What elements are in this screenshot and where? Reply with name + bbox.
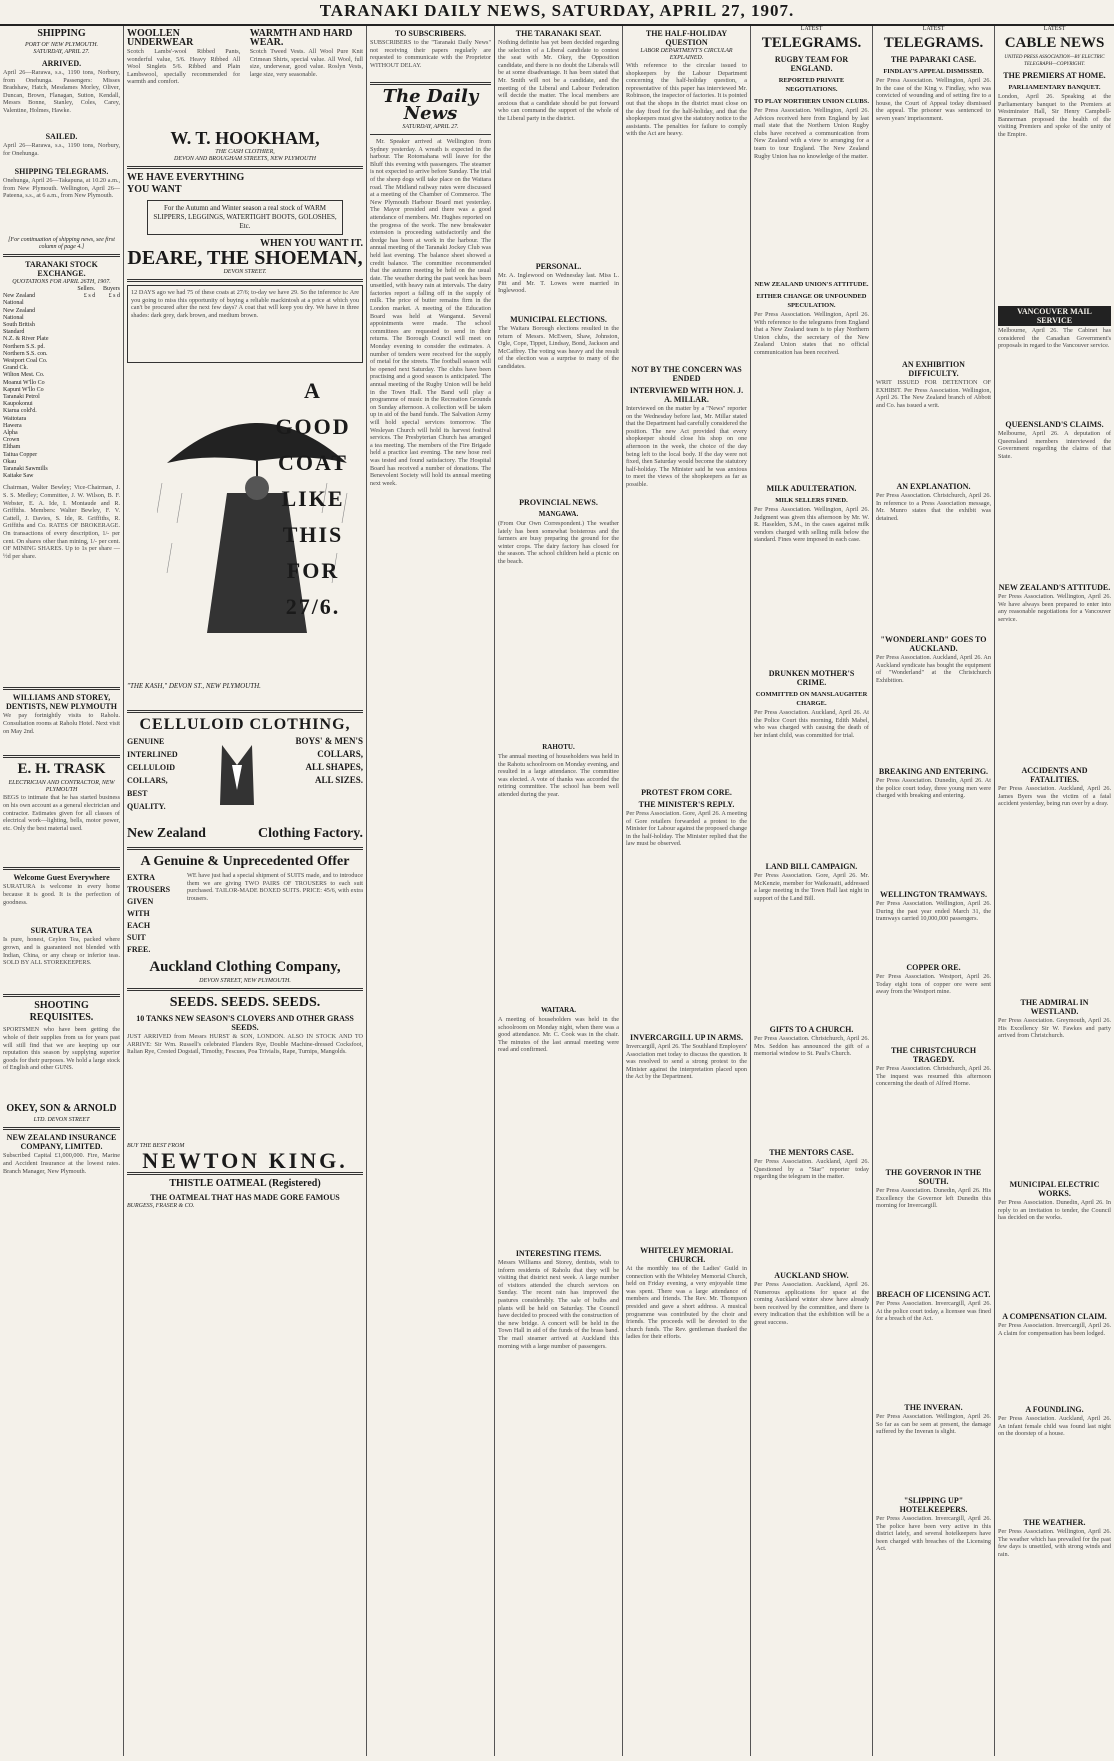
column-2 [124,26,367,1756]
trask-ad-title: E. H. TRASK [17,761,106,778]
table-row: National [3,300,24,307]
burgess-label: BURGESS, FRASER & CO. [127,1203,195,1209]
table-row: Kiarua cold'd. [3,408,37,415]
table-row: N.Z. & River Plate [3,336,49,343]
weather-heading: THE WEATHER. [1023,1518,1086,1527]
protest-heading: PROTEST FROM CORE. [641,788,732,797]
banquet-heading: PARLIAMENTARY BANQUET. [1008,84,1101,91]
rahotu-heading: RAHOTU. [542,743,575,751]
dentists-ad: WILLIAMS AND STOREY, DENTISTS, NEW PLYMOUTH [6,693,117,712]
interview-heading: INTERVIEWED WITH HON. J. A. MILLAR. [629,386,744,404]
filler: Per Press Association. Dunedin, April 26. His Excellency the Governor left Dunedin this morning for Invercargill. [876,1187,991,1210]
hookham-title: W. T. HOOKHAM, [170,128,320,148]
table-row: Wilton Mest. Co. [3,372,45,379]
table-row: Alpha [3,430,18,437]
filler: 12 DAYS ago we had 75 of these coats at 27/6; to-day we have 29. So the inference is: Are you going to miss this opportunity of buying a reliable mackintosh at a price at which you can't be procured after the next few days? A coat that will keep you dry. We have in three shades: dark grey, dark brown, and medium brown. [127,285,363,363]
sailed-heading: SAILED. [45,132,78,141]
filler: SUBSCRIBERS to the "Taranaki Daily News" not receiving their papers regularly are requested to communicate with the Proprietor WITHOUT DELAY. [370,39,491,69]
compensation-heading: A COMPENSATION CLAIM. [1002,1312,1107,1321]
tramways-heading: WELLINGTON TRAMWAYS. [880,890,987,899]
kash-address: "THE KASH," DEVON ST., NEW PLYMOUTH. [127,682,261,690]
governor-heading: THE GOVERNOR IN THE SOUTH. [885,1168,982,1186]
filler: Per Press Association. Invercargill, April 26. A claim for compensation has been lodged. [998,1322,1111,1337]
collar-icon [212,735,262,815]
collar-list: BOYS' & MEN'S COLLARS, ALL SHAPES, ALL SIZES. [295,736,363,785]
quotations-heading: QUOTATIONS FOR APRIL 26TH, 1907. [12,279,111,285]
filler: JUST ARRIVED from Messrs HURST & SON, LONDON. ALSO IN STOCK AND TO ARRIVE: Sir Wm. Russell's celebrated Flanders Rye, Double Machine-dressed Cocksfoot, Italian Rye, Crested Dogstail, Timothy, Fescues, Poa Trivialis, Rape, Turnips, Mangolds. [127,1033,363,1056]
filler: The annual meeting of householders was held in the Rahotu schoolroom on Monday evening, and resulted in a large attendance. The committee was elected. A vote of thanks was accorded the retiring committee. The school has been well attended during the year. [498,753,619,798]
filler: Per Press Association. Wellington, April 26. During the past year ended March 31, the tramways carried 10,000,000 passengers. [876,900,991,923]
rugby-heading: RUGBY TEAM FOR ENGLAND. [774,55,849,73]
filler: Per Press Association. Wellington, April 26. So far as can be seen at present, the damage suffered by the Inveran is slight. [876,1413,991,1436]
premiers-heading: THE PREMIERS AT HOME. [1003,71,1106,80]
filler: Is pure, honest, Ceylon Tea, packed where grown, and is guaranteed not blended with Indian, China, or any cheap or inferior teas. SOLD BY ALL STOREKEEPERS. [3,936,120,967]
milk-fined-heading: MILK SELLERS FINED. [775,497,848,504]
table-row: Westport Coal Co. [3,358,48,365]
table-row: Taranaki Sawmills [3,466,48,473]
explanation-heading: AN EXPLANATION. [896,482,971,491]
filler: Scotch Lambs'-wool Ribbed Pants, wonderful value, 5/6. Heavy Ribbed All Wool Singlets 5/6. Ribbed and Plain Lambswool, specially recommended for warmth and comfort. [127,48,241,86]
column-3 [367,26,495,1756]
filler: Onehunga, April 26—Takapuna, at 10.20 a.m., from New Plymouth. Wellington, April 26—Pateena, s.s., at 6 a.m., from New Plymouth. [3,177,120,200]
tragedy-heading: THE CHRISTCHURCH TRAGEDY. [890,1046,977,1064]
half-holiday-heading: THE HALF-HOLIDAY QUESTION [645,29,728,47]
filler: Nothing definite has yet been decided regarding the selection of a Liberal candidate to contest the seat with Mr. Okey, the Opposition candidate, and there is no doubt the Liberals will be at some disadvantage. It has been stated that Mr. Smith will not be a candidate, and the meeting of the Liberal and Labour Federation will decide the matter. The local members are anxious that a candidate should be put forward who can command the support of the whole of the Liberal party in the district. [498,39,619,122]
filler: At the monthly tea of the Ladies' Guild in connection with the Whiteley Memorial Church, held on Friday evening, a very enjoyable time was spent. There was a large attendance of members and friends. The Rev. Mr. Thompson presided and gave a short address. A musical programme was contributed by the choir and friends. The proceeds will be devoted to the church funds. The Rev. gentleman thanked the ladies for their efforts. [626,1265,747,1341]
filler: Per Press Association. Dunedin, April 26. At the police court today, three young men were charged with breaking and entering. [876,777,991,800]
column-8 [995,26,1114,1756]
deare-title: DEARE, THE SHOEMAN, [127,247,363,269]
welcome-ad: Welcome Guest Everywhere [13,873,110,883]
masthead: TARANAKI DAILY NEWS, SATURDAY, APRIL 27, 1907. [0,0,1114,26]
filler: Melbourne, April 26. The Cabinet has considered the Canadian Government's proposals in regard to the Vancouver service. [998,327,1111,350]
milk-heading: MILK ADULTERATION. [766,484,857,493]
shooting-ad: SHOOTING REQUISITES. [29,1000,94,1024]
whiteley-heading: WHITELEY MEMORIAL CHURCH. [640,1246,733,1264]
filler: Per Press Association. Wellington, April 26. Advices received here from England by last mail state that the Northern Union Rugby clubs have received a communication from New Zealand with a view to arranging for a team to tour England. The New Zealand Rugby Union has no knowledge of the matter. [754,107,869,160]
filler: SPORTSMEN who have been getting the whole of their supplies from us for years past will still find that we are keeping up our reputation this season by supplying superior goods for their purposes. We hold a large stock of English and other GUNS. [3,1026,120,1072]
latest-label: LATEST [800,26,823,32]
filler: Mr. A. Inglewood on Wednesday last. Miss L. Pitt and Mr. T. Lowes were married in Inglewood. [498,272,619,295]
port-heading: PORT OF NEW PLYMOUTH. [24,42,99,48]
filler: Chairman, Walter Bewley; Vice-Chairman, J. S. S. Medley; Committee, J. W. Wilson, B. F. Webster, E. A. Ide, I. Montaude and R. Griffiths. Members: Walter Bewley, F. V. Cattell, J. Davies, S. Ide, R. Griffiths, R. Griffiths and Co. RATES OF BROKERAGE. On transactions of every description, 1/- per cent. On shares other than mining, 1/- per cent. OF MINING SHARES. Up to 1s per share — ½d per share. [3,484,120,560]
filler: Per Press Association. Greymouth, April 26. His Excellency Sir W. Fawkes and party arrived from Christchurch. [998,1017,1111,1040]
auckland-clothing-sub: DEVON STREET, NEW PLYMOUTH. [199,978,291,984]
insurance-ad: NEW ZEALAND INSURANCE COMPANY, LIMITED. [6,1133,117,1152]
filler: Per Press Association. Westport, April 26. Today eight tons of copper ore were sent away from the Westport mine. [876,973,991,996]
shipping-date: SATURDAY, APRIL 27. [33,49,90,55]
paper-date: SATURDAY, APRIL 27. [402,124,459,130]
filler: Per Press Association. Invercargill, April 26. The police have been very active in this district lately, and several hotelkeepers have been charged with breaches of the Licensing Act. [876,1515,991,1553]
filler: Per Press Association. Auckland, April 26. Questioned by a "Star" reporter today regarding the telegram in the matter. [754,1158,869,1181]
personal-heading: PERSONAL. [535,262,582,271]
reported-heading: REPORTED PRIVATE NEGOTIATIONS. [778,77,845,93]
filler: Interviewed on the matter by a "News" reporter on the Wednesday before last, Mr. Millar stated that the Department had carefully considered the position. The new Act provided that every shopkeeper should close his shop on one afternoon in the week, the choice of the day being left to the local body. If the day were not fixed, then Saturday would become the statutory half-holiday. The Minister said he was anxious to meet the views of the shopkeepers as far as possible. [626,405,747,488]
cable-news-title: CABLE NEWS [1004,35,1105,51]
filler: Per Press Association. Wellington, April 26. In the case of the King v. Findlay, who was convicted of wounding and of setting fire to a house, the Court of Appeal today dismissed the appeal. The prisoner was sentenced to seven years' imprisonment. [876,77,991,122]
provincial-heading: PROVINCIAL NEWS. [519,498,598,507]
table-row: Crown [3,437,20,444]
slipping-heading: "SLIPPING UP" HOTELKEEPERS. [899,1496,968,1514]
interesting-heading: INTERESTING ITEMS. [515,1249,602,1258]
filler: WE have just had a special shipment of SUITS made, and to introduce them we are giving TWO PAIRS OF TROUSERS to each suit purchased. TAILOR-MADE BOXED SUITS. PRICE: 45/6, with extra trousers. [187,872,363,902]
filler: Subscribed Capital £1,000,000. Fire, Marine and Accident Insurance at the lowest rates. Branch Manager, New Plymouth. [3,1152,120,1175]
waitara-heading: WAITARA. [540,1006,577,1014]
attitude-heading: NEW ZEALAND UNION'S ATTITUDE. [754,281,869,288]
filler: The Waitara Borough elections resulted in the return of Messrs. McEwen, Shaw, Johnston, Ogle, Cope, Tippet, Lindsay, Bond, Jackson and McCaffrey. The voting was heavy and the result of the election was a surprise to many of the candidates. [498,325,619,370]
good-coat-text: A GOOD COAT LIKE THIS FOR 27/6. [275,378,351,619]
table-row: Kapuni W'llo Co [3,386,44,393]
united-press: UNITED PRESS ASSOCIATION—BY ELECTRIC TELEGRAPH—COPYRIGHT. [1004,55,1105,67]
quotations-table: Sellers. Buyers New Zealand £ s d £ s d National New Zealand National South British Standard N.Z. & River Plate Northern S.S. pd. Northern S.S. con. Westport Coal Co. Grand Ck. Wilton Mest. Co. Moanui W'llo Co Kapuni W'llo Co Taranaki Petrol Kaupokonui Kiarua cold'd. Waitotara Hawera Alpha Crown Eltham Taitua Copper Okau Taranaki Sawmills Kaitake Saw [3,286,120,480]
filler: London, April 26. Speaking at the Parliamentary banquet to the Premiers at Westminster Hall, Sir Henry Campbell-Bannerman proposed the health of the visiting Premiers and spoke of the unity of the Empire. [998,93,1111,138]
wonderland-heading: "WONDERLAND" GOES TO AUCKLAND. [880,635,987,653]
table-row: Northern S.S. pd. [3,343,45,350]
table-row: Taitua Copper [3,451,38,458]
table-row: Grand Ck. [3,365,28,372]
filler: (From Our Own Correspondent.) The weather lately has been somewhat boisterous and the farmers are busy preparing the ground for the winter crops. The dairy factory has closed for the season. The school children held a picnic on the beach. [498,520,619,565]
inveran-heading: THE INVERAN. [904,1403,963,1412]
table-row: Hawera [3,422,22,429]
filler: WRIT ISSUED FOR DETENTION OF EXHIBIT. Per Press Association. Wellington, April 26. The New Zealand branch of Abbott and Co. has issued a writ. [876,379,991,409]
not-by-heading: NOT BY THE CONCERN WAS ENDED [631,365,742,383]
filler: Per Press Association. Wellington, April 26. With reference to the telegrams from England that a New Zealand team is to play Northern Union clubs, the secretary of the New Zealand Union states that no official communication has been received. [754,311,869,356]
filler: Invercargill, April 26. The Southland Employers' Association met today to discuss the question. It was resolved to send a strong protest to the Minister against the interpretation placed upon the Act by the Department. [626,1043,747,1081]
thistle-sub: THE OATMEAL THAT HAS MADE GORE FAMOUS [150,1193,340,1202]
seeds-tanks: 10 TANKS NEW SEASON'S CLOVERS AND OTHER GRASS SEEDS. [136,1014,354,1032]
warmth-ad: WARMTH AND HARD WEAR. [249,28,353,48]
table-row: Kaupokonui [3,401,33,408]
woollen-ad: WOOLLEN UNDERWEAR [127,28,194,48]
hookham-sub: THE CASH CLOTHIER, [215,149,275,155]
municipal-works-heading: MUNICIPAL ELECTRIC WORKS. [1009,1180,1100,1198]
mentors-heading: THE MENTORS CASE. [769,1148,854,1157]
filler: Mr. Speaker arrived at Wellington from Sydney yesterday. A wreath is expected in the harbour. The Rotomahana will leave for the Bluff this evening with passengers. The steamer is not expected to arrive before Sunday. The trial of the sheep dogs will take place on the Waitara road. The Midland railway rates were discussed at a meeting of the Chamber of Commerce. The New Plymouth Harbour Board met yesterday. The Mayor presided and there was a good attendance of members. Mr. Hughes reported on the progress of the work. The new breakwater extension is proceeding satisfactorily and the dredge has been at work in the harbour. The annual meeting of the Taranaki Jockey Club was held last evening. The balance sheet showed a credit balance. The committee recommended that the autumn meeting be held on the usual date. The weather during the past week has been unsettled, with heavy rain at intervals. The dairy factories report a falling off in the supply of milk. The price of butter remains firm in the London market. A meeting of the Education Board was held at Wanganui. Several appointments were made. The school committees are requested to send in their returns. The Borough Council will meet on Monday evening to consider the estimates. A number of tenders were received for the supply of metal for the streets. The football season will be opened next Saturday. The clubs have been practising and a good season is anticipated. The annual meeting of the Rugby Union will be held in the Town Hall. The Band will play a programme of music in the Recreation Grounds on Sunday afternoon. A collection will be taken up in aid of the band funds. The Salvation Army will hold special services tomorrow. The Wesleyan Church will hold its harvest festival services. The Presbyterian Church has arranged a tea meeting. The members of the Fire Brigade held a practice last evening. The new hose reel was tested and found satisfactory. The Hospital Board has received a number of donations. The Benevolent Society will hold its annual meeting next week. [370,138,491,487]
to-play-heading: TO PLAY NORTHERN UNION CLUBS. [754,98,869,105]
table-row: Taranaki Petrol [3,394,40,401]
table-row: Kaitake Saw [3,473,34,480]
land-bill-heading: LAND BILL CAMPAIGN. [765,862,858,871]
breach-heading: BREACH OF LICENSING ACT. [876,1290,991,1299]
table-row: Standard [3,329,25,336]
sellers-header: Sellers. [77,286,96,292]
table-row: National [3,314,24,321]
filler: Per Press Association. Auckland, April 26. An infant female child was found last night on the doorstep of a house. [998,1415,1111,1438]
column-5 [623,26,751,1756]
hookham-address: DEVON AND BROUGHAM STREETS, NEW PLYMOUTH [174,156,316,162]
auckland-clothing-title: Auckland Clothing Company, [149,959,341,975]
queensland-heading: QUEENSLAND'S CLAIMS. [1005,420,1104,429]
copper-heading: COPPER ORE. [906,963,961,972]
celluloid-title: CELLULOID CLOTHING, [139,716,351,733]
autumn-ad: For the Autumn and Winter season a real stock of WARM SLIPPERS, LEGGINGS, WATERTIGHT BOOTS, GOLOSHES, Etc. [147,200,343,235]
paparaki-heading: THE PAPARAKI CASE. [890,55,977,64]
column-4 [495,26,623,1756]
table-row: Northern S.S. con. [3,350,48,357]
table-row: Okau [3,458,16,465]
filler: Scotch Tweed Vests. All Wool Pure Knit Crimean Shirts, special value. All Wool, full size, underwear, good value. Roslyn Vests, large size, very seasonable. [249,48,363,78]
mangawa-heading: MANGAWA. [538,510,579,518]
findlay-heading: FINDLAY'S APPEAL DISMISSED. [883,68,984,75]
minister-reply-heading: THE MINISTER'S REPLY. [638,800,735,809]
filler: Per Press Association. Invercargill, April 26. At the police court today, a licensee was fined for a breach of the Act. [876,1300,991,1323]
vancouver-heading: VANCOUVER MAIL SERVICE [998,306,1111,326]
deare-sub: DEVON STREET. [223,269,267,275]
foundling-heading: A FOUNDLING. [1025,1405,1084,1414]
column-7 [873,26,995,1756]
filler: With reference to the circular issued to shopkeepers by the Labour Department concerning the half-holiday question, a representative of this paper has interviewed Mr. Robinson, the inspector of factories. It is pointed out that the shops in the district must close on the day fixed for the half-holiday, and that the shopkeepers must give the statutory notice to the assistants. The penalties for failure to comply with the Act are heavy. [626,62,747,138]
latest-label-3: LATEST [1043,26,1066,32]
accidents-heading: ACCIDENTS AND FATALITIES. [1021,766,1088,784]
filler: Per Press Association. Christchurch, April 26. The inquest was resumed this afternoon concerning the death of Alfred Horne. [876,1065,991,1088]
celluloid-list: GENUINE INTERLINED CELLULOID COLLARS, BEST QUALITY. [127,737,178,811]
nz-attitude-heading: NEW ZEALAND'S ATTITUDE. [998,583,1111,592]
want-it-ad: WHEN YOU WANT IT. [260,238,363,249]
filler: April 26—Rarawa, s.s., 1190 tons, Norbury, from Onehunga. Passengers: Misses Bradshaw, Hatch, Mesdames Morley, Oliver, Duncan, Brown, Flanagan, Sutton, Kendall, Messrs Bonne, Stanley, Coles, Carey, Valentine, Holmes, Hawke. [3,69,120,114]
column-1 [0,26,124,1756]
arrived-heading: ARRIVED. [41,59,82,68]
committed-heading: COMMITTED ON MANSLAUGHTER CHARGE. [755,691,868,707]
genuine-offer-title: A Genuine & Unprecedented Offer [140,854,350,869]
shipping-telegrams-heading: SHIPPING TELEGRAMS. [14,167,109,176]
table-row: New Zealand [3,293,36,300]
newton-king-title: NEWTON KING. [142,1148,348,1173]
filler: Per Press Association. Wellington, April 26. Judgment was given this afternoon by Mr. W. R. Haselden, S.M., in the cases against milk vendors charged with selling milk below the standard. Fines were imposed in each case. [754,506,869,544]
table-row: Eltham [3,444,21,451]
nz-label: New Zealand [127,826,206,841]
table-row: Waitotara [3,415,27,422]
continuation-note: [For continuation of shipping news, see first column of page 4.] [8,237,115,250]
filler: Per Press Association. Christchurch, April 26. In reference to a Press Association message, Mr. Munro states that the exhibit was detained. [876,492,991,522]
half-holiday-sub: LABOR DEPARTMENT'S CIRCULAR EXPLAINED. [640,48,733,61]
filler: Per Press Association. Christchurch, April 26. Mrs. Seddon has announced the gift of a memorial window to St. Paul's Church. [754,1035,869,1058]
filler: Per Press Association. Auckland, April 26. James Byers was the victim of a fatal accident yesterday, being run over by a dray. [998,785,1111,808]
auckland-show-heading: AUCKLAND SHOW. [774,1271,849,1280]
subscribers-heading: TO SUBSCRIBERS. [395,29,466,38]
filler: Per Press Association. Gore, April 26. A meeting of Gore retailers forwarded a protest to the Minister for Labour against the proposed change in the half-holiday. The Minister replied that the law must be observed. [626,810,747,848]
stock-exchange-title: TARANAKI STOCK EXCHANGE. [25,260,98,278]
municipal-heading: MUNICIPAL ELECTIONS. [510,315,607,324]
filler: Per Press Association. Auckland, April 26. Numerous applications for space at the coming Auckland winter show have already been received by the committee, and there is every indication that the exhibition will be a great success. [754,1281,869,1326]
filler: Per Press Association. Auckland, April 26. At the Police Court this morning, Edith Mabel, who was charged with causing the death of her infant child, was committed for trial. [754,709,869,739]
filler: Messrs Williams and Storey, dentists, wish to inform residents of Raholu that they will be visiting that district next week. A large number of visitors attended the church services on Sunday. The recent rain has improved the pastures considerably. The sale of bulbs and plants will be held on Saturday. The Council have decided to proceed with the construction of the new bridge. A concert will be held in the Town Hall in aid of the funds of the brass band. The mail steamer arrived at Auckland this morning with a large number of passengers. [498,1259,619,1350]
filler: We pay fortnightly visits to Raholu. Consultation rooms at Raholu Hotel. Next visit on May 2nd. [3,712,120,735]
filler: A meeting of householders was held in the schoolroom on Monday night, when there was a good attendance. Mr. C. Cook was in the chair. The minutes of the last annual meeting were read and confirmed. [498,1016,619,1054]
filler: Per Press Association. Gore, April 26. Mr. McKenzie, member for Waikouaiti, addressed a large meeting in the Town Hall last night in support of the Land Bill. [754,872,869,902]
okey-sub: LTD. DEVON STREET [33,1117,90,1124]
filler: Per Press Association. Dunedin, April 26. In reply to an invitation to tender, the Council has decided on the works. [998,1199,1111,1222]
taranaki-seat-heading: THE TARANAKI SEAT. [515,29,602,38]
gifts-heading: GIFTS TO A CHURCH. [769,1025,854,1034]
suratura-ad: SURATURA TEA [30,926,93,936]
filler: Melbourne, April 26. A deputation of Queensland members interviewed the Government regarding the claims of that State. [998,430,1111,460]
breaking-heading: BREAKING AND ENTERING. [878,767,989,776]
telegrams-title-2: TELEGRAMS. [883,35,984,51]
filler: Per Press Association. Auckland, April 26. An Auckland syndicate has bought the equipment of "Wonderland" at the Christchurch Exhibition. [876,654,991,684]
latest-label-2: LATEST [922,26,945,32]
seeds-title: SEEDS. SEEDS. SEEDS. [169,995,321,1010]
shipping-title: SHIPPING [37,28,86,39]
filler: Per Press Association. Wellington, April 26. We have always been prepared to enter into any reasonable negotiations for a Vancouver service. [998,593,1111,623]
drunken-heading: DRUNKEN MOTHER'S CRIME. [768,669,855,687]
paper-title: The Daily News [382,86,479,124]
okey-ad: OKEY, SON & ARNOLD [6,1103,117,1115]
trask-ad-sub: ELECTRICIAN AND CONTRACTOR, NEW PLYMOUTH [8,780,115,794]
column-6 [751,26,873,1756]
either-heading: EITHER CHANGE OR UNFOUNDED SPECULATION. [756,293,867,309]
table-row: New Zealand [3,307,36,314]
table-row: South British [3,322,35,329]
clothing-factory-label: Clothing Factory. [258,826,363,841]
invercargill-heading: INVERCARGILL UP IN ARMS. [630,1033,743,1042]
exhibition-heading: AN EXHIBITION DIFFICULTY. [902,360,965,378]
admiral-heading: THE ADMIRAL IN WESTLAND. [1020,998,1089,1016]
everything-ad: WE HAVE EVERYTHING YOU WANT [127,172,245,195]
coat-ad [127,363,363,683]
filler: Per Press Association. Wellington, April 26. The weather which has prevailed for the past few days is unsettled, with strong winds and rain. [998,1528,1111,1558]
filler: BEGS to intimate that he has started business on his own account as a general electrician and contractor. Estimates given for all classes of electrical work—lighting, bells, motor power, etc. Only the best material used. [3,794,120,832]
buy-best: BUY THE BEST FROM [127,1143,185,1149]
extra-trousers-list: EXTRA TROUSERS GIVEN WITH EACH SUIT FREE. [127,873,171,954]
buyers-header: Buyers [103,286,120,292]
table-row: Moanui W'llo Co [3,379,45,386]
filler: SURATURA is welcome in every home because it is good. It is the perfection of goodness. [3,883,120,906]
thistle-title: THISTLE OATMEAL (Registered) [169,1178,321,1189]
telegrams-title: TELEGRAMS. [761,35,862,51]
filler: April 26—Rarawa, s.s., 1190 tons, Norbury, for Onehunga. [3,142,120,157]
